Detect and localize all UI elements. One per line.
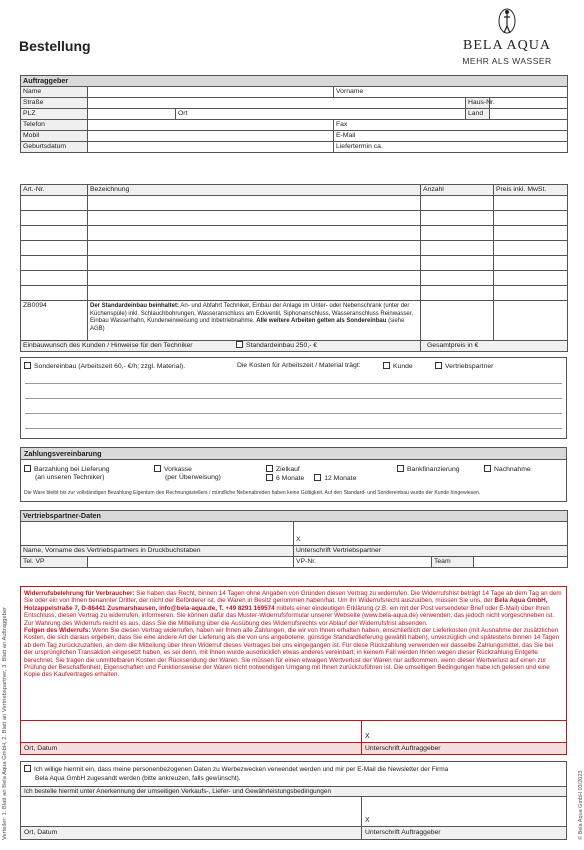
- logo-brand: BELA AQUA: [463, 38, 551, 53]
- vp-table: [20, 510, 568, 568]
- einbauwunsch-row: [21, 341, 421, 352]
- widerruf-ort-datum: Ort, Datum: [24, 745, 58, 752]
- auftraggeber-table: [20, 75, 568, 153]
- vp-unterschrift-label: Unterschrift Vertriebspartner: [294, 546, 568, 557]
- kunde-label: Kunde: [393, 363, 413, 370]
- col-preis: Preis inkl. MwSt.: [494, 185, 568, 196]
- artikel-table: [20, 184, 568, 352]
- zielkauf-option[interactable]: Zielkauf 6 Monate 12 Monate: [266, 465, 356, 483]
- hausnr-field[interactable]: [490, 98, 568, 109]
- fax-field[interactable]: [334, 120, 568, 131]
- vpnr-label: VP-Nr.: [296, 558, 317, 565]
- col-artnr: Art.-Nr.: [21, 185, 88, 196]
- ort-field[interactable]: [176, 109, 466, 120]
- vp-header: Vertriebspartner-Daten: [21, 511, 568, 522]
- widerruf-address: Bela Aqua GmbH, Holzappelstraße 7, D-86441 Zusmarshausen, info@bela-aqua.de, T. +49 8291 169574: [24, 597, 548, 612]
- zahlung-hinweis: Die Ware bleibt bis zur vollständigen Bezahlung Eigentum des Rechnungsstellers / mündliche Nebenabreden haben keine Gültigkeit. Auf den Standard- und Sondereinbau wurde der Kunde hingewiesen.: [24, 490, 481, 496]
- vorkasse-checkbox[interactable]: [154, 465, 161, 472]
- liefertermin-label: Liefertermin ca.: [336, 143, 383, 150]
- newsletter-option[interactable]: Ich willige hiermit ein, dass meine personenbezogenen Daten zu Werbezwecken verwendet werden und mir per E-Mail die Newsletter der Firma Bela Aqua GmbH zugesandt werden (bitte ankreuzen, falls gewünscht).: [24, 765, 448, 783]
- zb-text: An- und Abfahrt Techniker, Einbau der Anlage im Unter- oder Nebenschrank (unter der Küchenspüle) inkl. Schlauchbohrungen, Wasseranschluss am Eckventil, Siphonanschluss, Wasseranschluss Reinwasser, Einbau Wasserhahn, Kundeneinweisung und Inbetriebnahme.: [90, 303, 414, 325]
- zielkauf-checkbox[interactable]: [266, 465, 273, 472]
- widerruf-title: Widerrufsbelehrung für Verbraucher:: [24, 590, 135, 597]
- standardeinbau-label: Standardeinbau 250,- €: [246, 342, 318, 349]
- widerruf-box: [20, 586, 567, 755]
- bestelle-sign-row: [21, 797, 566, 826]
- vorkasse-option[interactable]: Vorkasse (per Überweisung): [154, 465, 221, 482]
- vertriebspartner-checkbox[interactable]: [435, 362, 442, 369]
- land-field[interactable]: [490, 109, 568, 120]
- widerruf-text: Widerrufsbelehrung für Verbraucher: Sie haben das Recht, binnen 14 Tagen ohne Angaben von Gründen diesen Vertrag zu widerrufen. Die Widerrufsfrist beträgt 14 Tage ab dem Tag an dem Sie oder ein von Ihnen benannter Dritter, der nicht der Beförderer ist, die Waren in Besitz genommen haben/hat. Um Ihr Widerrufsrecht auszuüben, müssen Sie uns, der Bela Aqua GmbH, Holzappelstraße 7, D-86441 Zusmarshausen, info@bela-aqua.de, T. +49 8291 169574 mittels einer eindeutigen Erklärung (z.B. ein mit der Post versendeter Brief oder E-Mail) über Ihren Entschluss, diesen Vertrag zu widerrufen, informieren. Sie können dafür das Muster-Widerrufsformular unserer Webseite (www.bela-aqua.de) verwenden, das jedoch nicht vorgeschrieben ist. Zur Wahrung des Widerrufs reicht es aus, dass Sie die Mitteilung über die Ausübung des Widerrufsrechts vor Ablauf der Widerrufsfrist absenden. Folgen des Widerrufs: Wenn Sie diesen Vertrag widerrufen, haben wir Ihnen alle Zahlungen, die wir von Ihnen erhalten haben, einschließlich der Lieferkosten (mit Ausnahme der zusätzlichen Kosten, die sich daraus ergeben, dass Sie eine andere Art der Lieferung als die von uns angebotene, günstige Standardlieferung gewählt haben), unverzüglich und spätestens binnen 14 Tagen ab dem Tag zurückzuzahlen, an dem die Mitteilung über Ihren Widerruf dieses Vertrages bei uns eingegangen ist. Für diese Rückzahlung verwenden wir dasselbe Zahlungsmittel, das Sie bei der ursprünglichen Transaktion eingesetzt haben, es sei denn, mit Ihnen wurde ausdrücklich etwas anderes vereinbart; in keinem Fall werden Ihnen wegen dieser Rückzahlung Entgelte berechnet. Sie tragen die unmittelbaren Kosten der Rücksendung der Waren. Sie müssen für einen etwaigen Wertverlust der Waren nur aufkommen, wenn dieser Wertverlust auf einen zur Prüfung der Beschaffenheit, Eigenschaften und Funktionsweise der Waren nicht notwendigen Umgang mit Ihnen zurückzuführen ist. Die umseitigen Bedingungen habe ich gelesen und eine Kopie des Kaufvertrages erhalten.: [24, 590, 562, 679]
- bankfinanzierung-option[interactable]: Bankfinanzierung: [397, 465, 460, 473]
- zb-code: ZB0094: [21, 301, 88, 341]
- einbauwunsch-label: Einbauwunsch des Kunden / Hinweise für den Techniker: [23, 342, 193, 349]
- newsletter-checkbox[interactable]: [24, 765, 31, 772]
- geburtsdatum-field[interactable]: [88, 142, 334, 153]
- team-field[interactable]: [474, 557, 568, 568]
- brand-logo: [447, 6, 567, 68]
- zb-bold2: Alle weitere Arbeiten gelten als Sondereinbau: [256, 318, 387, 325]
- vp-signature-x: X: [296, 536, 301, 543]
- name-field[interactable]: [88, 87, 334, 98]
- plz-label: PLZ: [21, 109, 88, 120]
- telefon-field[interactable]: [88, 120, 334, 131]
- table-row[interactable]: [21, 196, 88, 211]
- kosten-traegt-label: Die Kosten für Arbeitszeit / Material trägt:: [237, 362, 361, 369]
- bestelle-ort-datum: Ort, Datum: [24, 829, 58, 836]
- land-label: Land: [466, 109, 490, 120]
- distribution-note: Verteiler: 1. Blatt an Bela Aqua GmbH, 2. Blatt an Vertriebspartner, 3. Blatt an Auftraggeber: [2, 607, 8, 840]
- vertriebspartner-label: Vertriebspartner: [445, 363, 494, 370]
- widerruf-label-row: [21, 742, 566, 754]
- widerruf-x: X: [365, 733, 370, 740]
- email-field[interactable]: [334, 131, 568, 142]
- zahlung-header: Zahlungsvereinbarung: [21, 448, 566, 460]
- nachnahme-option[interactable]: Nachnahme: [484, 465, 531, 473]
- barzahlung-option[interactable]: Barzahlung bei Lieferung (an unseren Techniker): [24, 465, 110, 482]
- mermaid-logo-icon: [497, 6, 517, 38]
- email-label: E-Mail: [336, 132, 356, 139]
- vp-name-label: Name, Vorname des Vertriebspartners in Druckbuchstaben: [21, 546, 294, 557]
- standardeinbau-checkbox[interactable]: [236, 341, 243, 348]
- table-row[interactable]: [21, 286, 88, 301]
- table-row[interactable]: [21, 256, 88, 271]
- telefon-label: Telefon: [21, 120, 88, 131]
- vp-signature-field[interactable]: [294, 522, 568, 546]
- fax-label: Fax: [336, 121, 348, 128]
- name-label: Name: [21, 87, 88, 98]
- kunde-option[interactable]: [383, 362, 413, 370]
- sondereinbau-label: Sondereinbau (Arbeitszeit 60,- €/h; zzgl. Material).: [34, 363, 186, 370]
- gesamtpreis-label: Gesamtpreis in €: [421, 341, 568, 352]
- mobil-label: Mobil: [21, 131, 88, 142]
- notes-line[interactable]: [25, 404, 562, 414]
- vertriebspartner-option[interactable]: [435, 362, 493, 370]
- tel-vp-field[interactable]: [88, 557, 294, 568]
- widerruf-unterschrift: Unterschrift Auftraggeber: [365, 745, 441, 752]
- 6-monate-checkbox[interactable]: [266, 474, 273, 481]
- mobil-field[interactable]: [88, 131, 334, 142]
- notes-line[interactable]: [25, 389, 562, 399]
- notes-line[interactable]: [25, 419, 562, 429]
- sondereinbau-box: [20, 357, 567, 439]
- zb-bold: Der Standardeinbau beinhaltet:: [90, 303, 180, 309]
- table-row[interactable]: [21, 241, 88, 256]
- vorname-field[interactable]: [334, 87, 568, 98]
- hausnr-label: Haus-Nr.: [466, 98, 490, 109]
- zb-text-end: (siehe AGB): [90, 318, 405, 332]
- bestelle-x: X: [365, 817, 370, 824]
- 12-monate-checkbox[interactable]: [314, 474, 321, 481]
- table-row[interactable]: [21, 271, 88, 286]
- team-label: Team: [432, 557, 474, 568]
- widerruf-sign-row: [21, 720, 566, 742]
- plz-field[interactable]: [88, 109, 176, 120]
- nachnahme-checkbox[interactable]: [484, 465, 491, 472]
- copyright-note: © Bela Aqua GmbH 03/2023: [578, 770, 584, 840]
- ort-label: Ort: [178, 110, 188, 117]
- liefertermin-field[interactable]: [334, 142, 568, 153]
- auftraggeber-header: Auftraggeber: [21, 76, 568, 87]
- tel-vp-label: Tel. VP: [21, 557, 88, 568]
- geburtsdatum-label: Geburtsdatum: [21, 142, 88, 153]
- table-row[interactable]: [21, 226, 88, 241]
- sondereinbau-option[interactable]: [24, 362, 185, 370]
- notes-line[interactable]: [25, 374, 562, 384]
- logo-slogan: MEHR ALS WASSER: [462, 56, 552, 66]
- col-anzahl: Anzahl: [421, 185, 494, 196]
- strasse-label: Straße: [21, 98, 88, 109]
- bestelle-label-row: [21, 826, 566, 839]
- standardeinbau-option[interactable]: [236, 341, 317, 351]
- vpnr-field[interactable]: [294, 557, 432, 568]
- newsletter-box: [20, 761, 567, 840]
- strasse-field[interactable]: [88, 98, 466, 109]
- sondereinbau-checkbox[interactable]: [24, 362, 31, 369]
- kunde-checkbox[interactable]: [383, 362, 390, 369]
- vorname-label: Vorname: [336, 88, 364, 95]
- zb-description: [88, 301, 421, 341]
- zahlung-box: [20, 447, 567, 502]
- bankfinanzierung-checkbox[interactable]: [397, 465, 404, 472]
- table-row[interactable]: [21, 211, 88, 226]
- bestelle-text: Ich bestelle hiermit unter Anerkennung der umseitigen Verkaufs-, Liefer- und Gewährleistungsbedingungen: [21, 786, 566, 797]
- folgen-title: Folgen des Widerrufs:: [24, 627, 91, 635]
- barzahlung-checkbox[interactable]: [24, 465, 31, 472]
- bestelle-unterschrift: Unterschrift Auftraggeber: [365, 829, 441, 836]
- page-title: Bestellung: [19, 38, 91, 54]
- vp-name-field[interactable]: [21, 522, 294, 546]
- col-bezeichnung: Bezeichnung: [88, 185, 421, 196]
